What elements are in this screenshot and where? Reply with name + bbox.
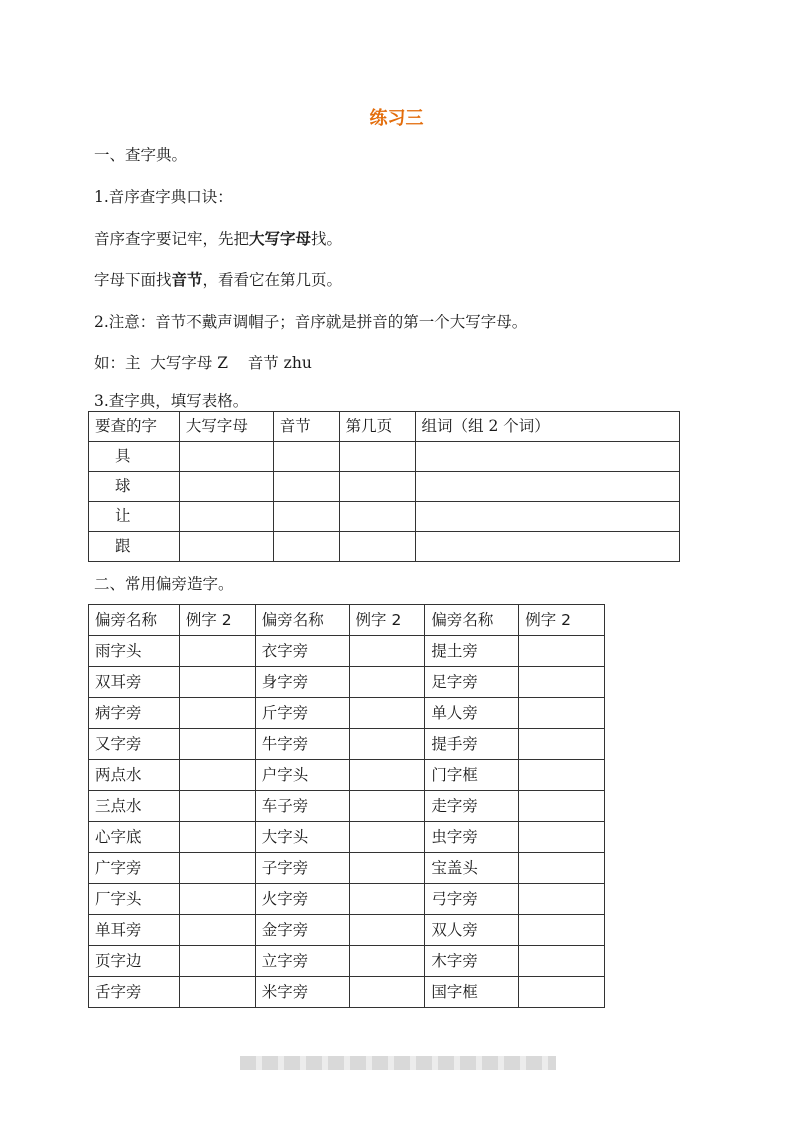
radical-name: 两点水 <box>89 760 180 791</box>
rhyme-1-part-c: 找。 <box>311 230 343 248</box>
example-char-cell[interactable] <box>179 853 255 884</box>
radical-name: 米字旁 <box>255 977 349 1008</box>
column-header: 偏旁名称 <box>89 605 180 636</box>
table-row <box>89 502 680 532</box>
example-char-cell[interactable] <box>179 946 255 977</box>
radical-name: 立字旁 <box>255 946 349 977</box>
example-char-cell[interactable] <box>179 884 255 915</box>
radical-name: 雨字头 <box>89 636 180 667</box>
example-char-cell[interactable] <box>519 729 605 760</box>
example-char-cell[interactable] <box>519 946 605 977</box>
rhyme-2-part-c: ，看看它在第几页。 <box>202 271 343 289</box>
radical-table <box>88 604 605 1008</box>
example-char-cell[interactable] <box>349 822 425 853</box>
column-header: 偏旁名称 <box>255 605 349 636</box>
table-row <box>89 853 605 884</box>
example-char-cell[interactable] <box>519 822 605 853</box>
column-header: 例字 2 <box>349 605 425 636</box>
answer-cell[interactable] <box>179 472 273 502</box>
radical-name: 广字旁 <box>89 853 180 884</box>
section2-heading: 二、常用偏旁造字。 <box>94 575 234 593</box>
column-header: 例字 2 <box>519 605 605 636</box>
example-char-cell[interactable] <box>519 915 605 946</box>
example-char-cell[interactable] <box>179 791 255 822</box>
column-header: 音节 <box>273 412 339 442</box>
item2-note: 2.注意：音节不戴声调帽子；音序就是拼音的第一个大写字母。 <box>94 313 528 331</box>
table-row <box>89 729 605 760</box>
example-char-cell[interactable] <box>179 977 255 1008</box>
radical-name: 衣字旁 <box>255 636 349 667</box>
table-row <box>89 698 605 729</box>
radical-name: 户字头 <box>255 760 349 791</box>
answer-cell[interactable] <box>339 472 415 502</box>
table-row <box>89 636 605 667</box>
rhyme-2-part-a: 字母下面找 <box>94 271 172 289</box>
radical-name: 三点水 <box>89 791 180 822</box>
example-char-cell[interactable] <box>349 791 425 822</box>
answer-cell[interactable] <box>339 532 415 562</box>
radical-name: 足字旁 <box>425 667 519 698</box>
rhyme-1-bold: 大写字母 <box>249 230 312 248</box>
radical-name: 牛字旁 <box>255 729 349 760</box>
radical-name: 身字旁 <box>255 667 349 698</box>
column-header: 组词（组 2 个词） <box>415 412 679 442</box>
table-header-row <box>89 605 605 636</box>
answer-cell[interactable] <box>415 532 679 562</box>
column-header: 大写字母 <box>179 412 273 442</box>
answer-cell[interactable] <box>179 442 273 472</box>
example-char-cell[interactable] <box>179 729 255 760</box>
radical-name: 提土旁 <box>425 636 519 667</box>
example-char-cell[interactable] <box>519 667 605 698</box>
section1-heading: 一、查字典。 <box>94 146 188 164</box>
table-row <box>89 667 605 698</box>
radical-name: 又字旁 <box>89 729 180 760</box>
answer-cell[interactable] <box>179 532 273 562</box>
table-row <box>89 791 605 822</box>
example-char-cell[interactable] <box>519 698 605 729</box>
example-char-cell[interactable] <box>519 760 605 791</box>
answer-cell[interactable] <box>339 502 415 532</box>
example-line: 如：主 大写字母 Z 音节 zhu <box>94 354 312 372</box>
radical-name: 双人旁 <box>425 915 519 946</box>
column-header: 例字 2 <box>179 605 255 636</box>
radical-name: 厂字头 <box>89 884 180 915</box>
radical-name: 单人旁 <box>425 698 519 729</box>
item1-text: 1.音序查字典口诀： <box>94 188 233 206</box>
radical-name: 金字旁 <box>255 915 349 946</box>
radical-name: 大字头 <box>255 822 349 853</box>
radical-name: 木字旁 <box>425 946 519 977</box>
example-char-cell[interactable] <box>519 636 605 667</box>
rhyme-1-part-a: 音序查字要记牢，先把 <box>94 230 250 248</box>
example-char-cell[interactable] <box>349 977 425 1008</box>
example-char-cell[interactable] <box>349 915 425 946</box>
radical-name: 提手旁 <box>425 729 519 760</box>
table-row <box>89 760 605 791</box>
radical-name: 火字旁 <box>255 884 349 915</box>
answer-cell[interactable] <box>179 502 273 532</box>
radical-name: 国字框 <box>425 977 519 1008</box>
example-char-cell[interactable] <box>349 667 425 698</box>
example-char-cell[interactable] <box>179 667 255 698</box>
radical-name: 车子旁 <box>255 791 349 822</box>
example-char-cell[interactable] <box>179 636 255 667</box>
answer-cell[interactable] <box>273 442 339 472</box>
column-header: 偏旁名称 <box>425 605 519 636</box>
radical-name: 病字旁 <box>89 698 180 729</box>
example-char-cell[interactable] <box>179 760 255 791</box>
radical-name: 门字框 <box>425 760 519 791</box>
lookup-character: 具 <box>89 442 180 472</box>
lookup-character: 球 <box>89 472 180 502</box>
column-header: 要查的字 <box>89 412 180 442</box>
table-row <box>89 822 605 853</box>
radical-name: 宝盖头 <box>425 853 519 884</box>
example-char-cell[interactable] <box>349 884 425 915</box>
radical-name: 页字边 <box>89 946 180 977</box>
rhyme-line-1 <box>94 227 342 249</box>
answer-cell[interactable] <box>339 442 415 472</box>
radical-name: 走字旁 <box>425 791 519 822</box>
table-row <box>89 915 605 946</box>
radical-name: 弓字旁 <box>425 884 519 915</box>
dictionary-table <box>88 411 680 562</box>
example-char-cell[interactable] <box>179 822 255 853</box>
rhyme-line-2 <box>94 268 342 290</box>
example-char-cell[interactable] <box>349 729 425 760</box>
answer-cell[interactable] <box>273 472 339 502</box>
answer-cell[interactable] <box>273 502 339 532</box>
answer-cell[interactable] <box>415 442 679 472</box>
example-char-cell[interactable] <box>519 884 605 915</box>
example-char-cell[interactable] <box>519 977 605 1008</box>
radical-name: 单耳旁 <box>89 915 180 946</box>
radical-name: 双耳旁 <box>89 667 180 698</box>
answer-cell[interactable] <box>415 472 679 502</box>
column-header: 第几页 <box>339 412 415 442</box>
radical-name: 虫字旁 <box>425 822 519 853</box>
table-row <box>89 532 680 562</box>
lookup-character: 让 <box>89 502 180 532</box>
example-char-cell[interactable] <box>519 791 605 822</box>
answer-cell[interactable] <box>273 532 339 562</box>
table-header-row <box>89 412 680 442</box>
radical-name: 斤字旁 <box>255 698 349 729</box>
example-char-cell[interactable] <box>349 760 425 791</box>
table-row <box>89 946 605 977</box>
item3-text: 3.查字典，填写表格。 <box>94 392 249 410</box>
radical-name: 舌字旁 <box>89 977 180 1008</box>
example-char-cell[interactable] <box>349 698 425 729</box>
rhyme-2-bold: 音节 <box>171 271 203 289</box>
answer-cell[interactable] <box>415 502 679 532</box>
radical-name: 子字旁 <box>255 853 349 884</box>
table-row <box>89 442 680 472</box>
table-row <box>89 884 605 915</box>
example-char-cell[interactable] <box>349 853 425 884</box>
page-title: 练习三 <box>369 108 424 129</box>
example-char-cell[interactable] <box>349 636 425 667</box>
table-row <box>89 472 680 502</box>
table-row <box>89 977 605 1008</box>
example-char-cell[interactable] <box>519 853 605 884</box>
lookup-character: 跟 <box>89 532 180 562</box>
radical-name: 心字底 <box>89 822 180 853</box>
example-char-cell[interactable] <box>179 915 255 946</box>
example-char-cell[interactable] <box>179 698 255 729</box>
footer-watermark <box>240 1056 556 1070</box>
example-char-cell[interactable] <box>349 946 425 977</box>
